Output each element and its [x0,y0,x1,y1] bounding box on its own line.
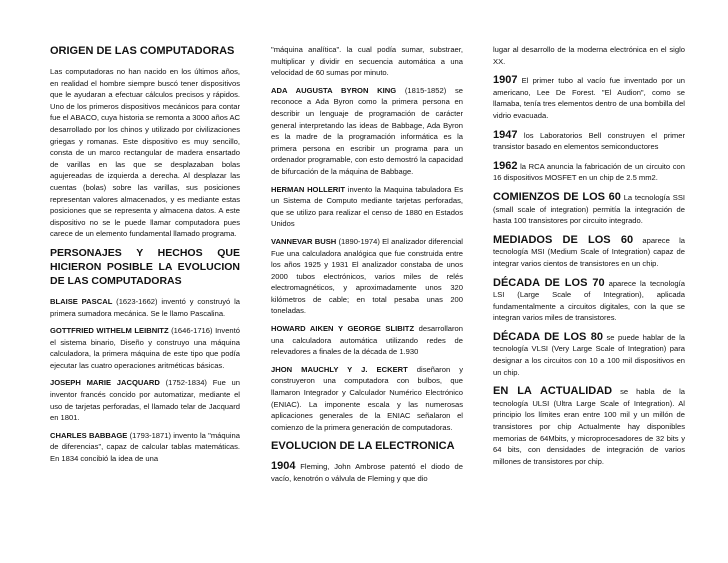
text-aiken: desarrollaron una calculadora automática utilizando redes de relevadores a finales de la década de 1.930 [271,324,463,357]
entry-aiken [271,323,463,358]
entry-ada [271,85,463,178]
text-ada: (1815-1852) se reconoce a Ada Byron como la primera persona en describir un lenguaje de programación de carácter general interpretando las ideas de Babbage, Ada Byron es la madre de la programación informática es la primera persona en escribir un programa para un ordenador programable, con esto demostró la capacidad de bifurcación de la máquina de Babbage. [271,85,463,176]
entry-1907 [493,75,685,121]
column-3 [493,44,685,554]
entry-mauchly [271,364,463,434]
text-mauchly: diseñaron y construyeron una computadora con bulbos, que llamaron Integrador y Calculador Numérico Electrónico (ENIAC). La imponente escala y las numerosas aplicaciones generales de la ENIAC señalaron el comienzo de la primera generación de computadoras. [271,364,463,432]
fleming-continuation: lugar al desarrollo de la moderna electrónica en el siglo XX. [493,45,685,66]
text-hollerit: invento la Maquina tabuladora Es un Sistema de Computo mediante tarjetas perforadas, que se utilizo para realizar el censo de 1880 en Estados Unidos [271,184,463,229]
name-jacquard: JOSEPH MARIE JACQUARD [50,378,160,388]
entry-bush [271,236,463,317]
entry-70 [493,278,685,324]
text-1962: la RCA anuncia la fabricación de un circuito con 16 dispositivos MOSFET en un chip de 2.5 mm2. [493,161,685,183]
entry-1904 [271,461,463,484]
year-1947: 1947 [493,128,518,141]
text-60-start: La tecnología SSI (small scale of integration) permitía la integración de hasta 100 transistores por circuito integrado. [493,192,685,226]
section-title-origen: ORIGEN DE LAS COMPUTADORAS [50,45,235,57]
entry-babbage [50,430,240,465]
text-1904: Fleming, John Ambrose patentó el diodo de vacío, kenotrón o válvula de Fleming y que dio [271,462,463,483]
entry-60a [493,192,685,227]
name-babbage: CHARLES BABBAGE [50,430,128,440]
entry-1962 [493,161,685,184]
babbage-continuation: "máquina analítica". la cual podía sumar, substraer, multiplicar y dividir en secuencia automática a una velocidad de 60 sumas por minuto. [271,45,463,78]
text-babbage: (1793-1871) invento la "máquina de diferencias", capaz de calcular tablas matemáticas. En 1834 concibió la idea de una [50,430,240,464]
intro-paragraph: Las computadoras no han nacido en los últimos años, en realidad el hombre siempre buscó tener dispositivos que le ayudaran a efectuar cálculos precisos y rápidos. Uno de los primeros dispositivos mecánicos para contar fue el ABACO, cuya historia se remonta a 3000 años AC desarrollado por los chinos y utilizado por civilizaciones griegas y romanas. Este dispositivo es muy sencillo, consta de un marco rectangular de madera ensartado de varillas en las que se desplazaban bolas agujereadas de izquierda a derecha. Al desplazar las cuentas (bolas) sobre las varillas, sus posiciones representan valores almacenados, y es mediante estas posiciones que se representa y almacena datos. A este dispositivo no se le puede llamar computadora pues carece de un elemento fundamental llamado programa. [50,67,240,239]
section-title-personajes: PERSONAJES Y HECHOS QUE HICIERON POSIBLE LA EVOLUCION DE LAS COMPUTADORAS [50,246,240,287]
name-ada: ADA AUGUSTA BYRON KING [271,85,397,95]
column-1 [50,44,240,554]
name-pascal: BLAISE PASCAL [50,296,113,306]
text-actualidad: se habla de la tecnología ULSI (Ultra Large Scale of Integration). Al principio los límites eran entre 100 mil y un millón de transistores por chip Actualmente hay disponibles memorias de 64Mbits, y microprocesadores de 32 bits y 64 bits, con densidades de integración de varios millones de transistores por chip. [493,387,685,466]
year-1904: 1904 [271,460,296,473]
entry-1947 [493,130,685,153]
text-1907: El primer tubo al vacío fue inventado por un americano, Lee De Forest. "El Audion", como se llamaba, tenía tres elementos dentro de una bombilla del vidrio evacuada. [493,76,685,120]
column-2 [271,44,463,554]
name-hollerit: HERMAN HOLLERIT [271,184,346,194]
decade-actualidad: EN LA ACTUALIDAD [493,385,613,398]
section-title-evolucion: EVOLUCION DE LA ELECTRONICA [271,440,455,453]
text-80: se puede hablar de la tecnología VLSI (Very Large Scale of Integration) para designar a los circuitos con 10 a 100 mil dispositivos en un chip. [493,332,685,377]
name-bush: VANNEVAR BUSH [271,236,337,246]
entry-hollerit [271,184,463,230]
name-leibnitz: GOTTFRIED WITHELM LEIBNITZ [50,326,169,336]
decade-60-mid: MEDIADOS DE LOS 60 [493,233,634,246]
decade-70: DÉCADA DE LOS 70 [493,276,605,289]
decade-80: DÉCADA DE LOS 80 [493,330,604,343]
entry-60b [493,235,685,270]
entry-jacquard [50,377,240,423]
text-bush: (1890-1974) El analizador diferencial Fue una calculadora analógica que fue construida entre los años 1925 y 1931 El analizador constaba de unos 2000 tubos electrónicos, varios miles de relés electromagnéticos, y aproximadamente unos 320 kilómetros de cable; en total pesaba unas 200 toneladas. [271,236,463,316]
text-leibnitz: (1646-1716) Inventó el sistema binario, Diseño y construyo una máquina calculadora, la primera máquina de este tipo que podía ejecutar las cuatro operaciones aritméticas básicas. [50,326,240,370]
name-mauchly: JHON MAUCHLY Y J. ECKERT [271,364,408,374]
name-aiken: HOWARD AIKEN Y GEORGE SLIBITZ [271,324,415,334]
text-pascal: (1623-1662) inventó y construyó la primera sumadora mecánica. Se le llamo Pascalina. [50,296,240,318]
text-jacquard: (1752-1834) Fue un inventor francés concido por automatizar, mediante el uso de tarjetas perforadas, el llamado telar de Jacquard en 1801. [50,378,240,423]
text-1947: los Laboratorios Bell construyen el primer transistor basado en elementos semiconductores [493,130,685,152]
entry-80 [493,332,685,378]
year-1962: 1962 [493,159,518,172]
entry-actualidad [493,386,685,467]
entry-leibnitz [50,325,240,371]
decade-60-start: COMIENZOS DE LOS 60 [493,190,621,203]
text-60-mid: aparece la tecnología MSI (Medium Scale of Integration) capaz de integrar varios cientos de transistores en un chip. [493,235,685,268]
year-1907: 1907 [493,74,518,87]
entry-pascal [50,296,240,319]
text-70: aparece la tecnología LSI (Large Scale of Integration), aplicada fundamentalmente a circuitos digitales, con la que se integran varios miles de transistores. [493,278,685,323]
